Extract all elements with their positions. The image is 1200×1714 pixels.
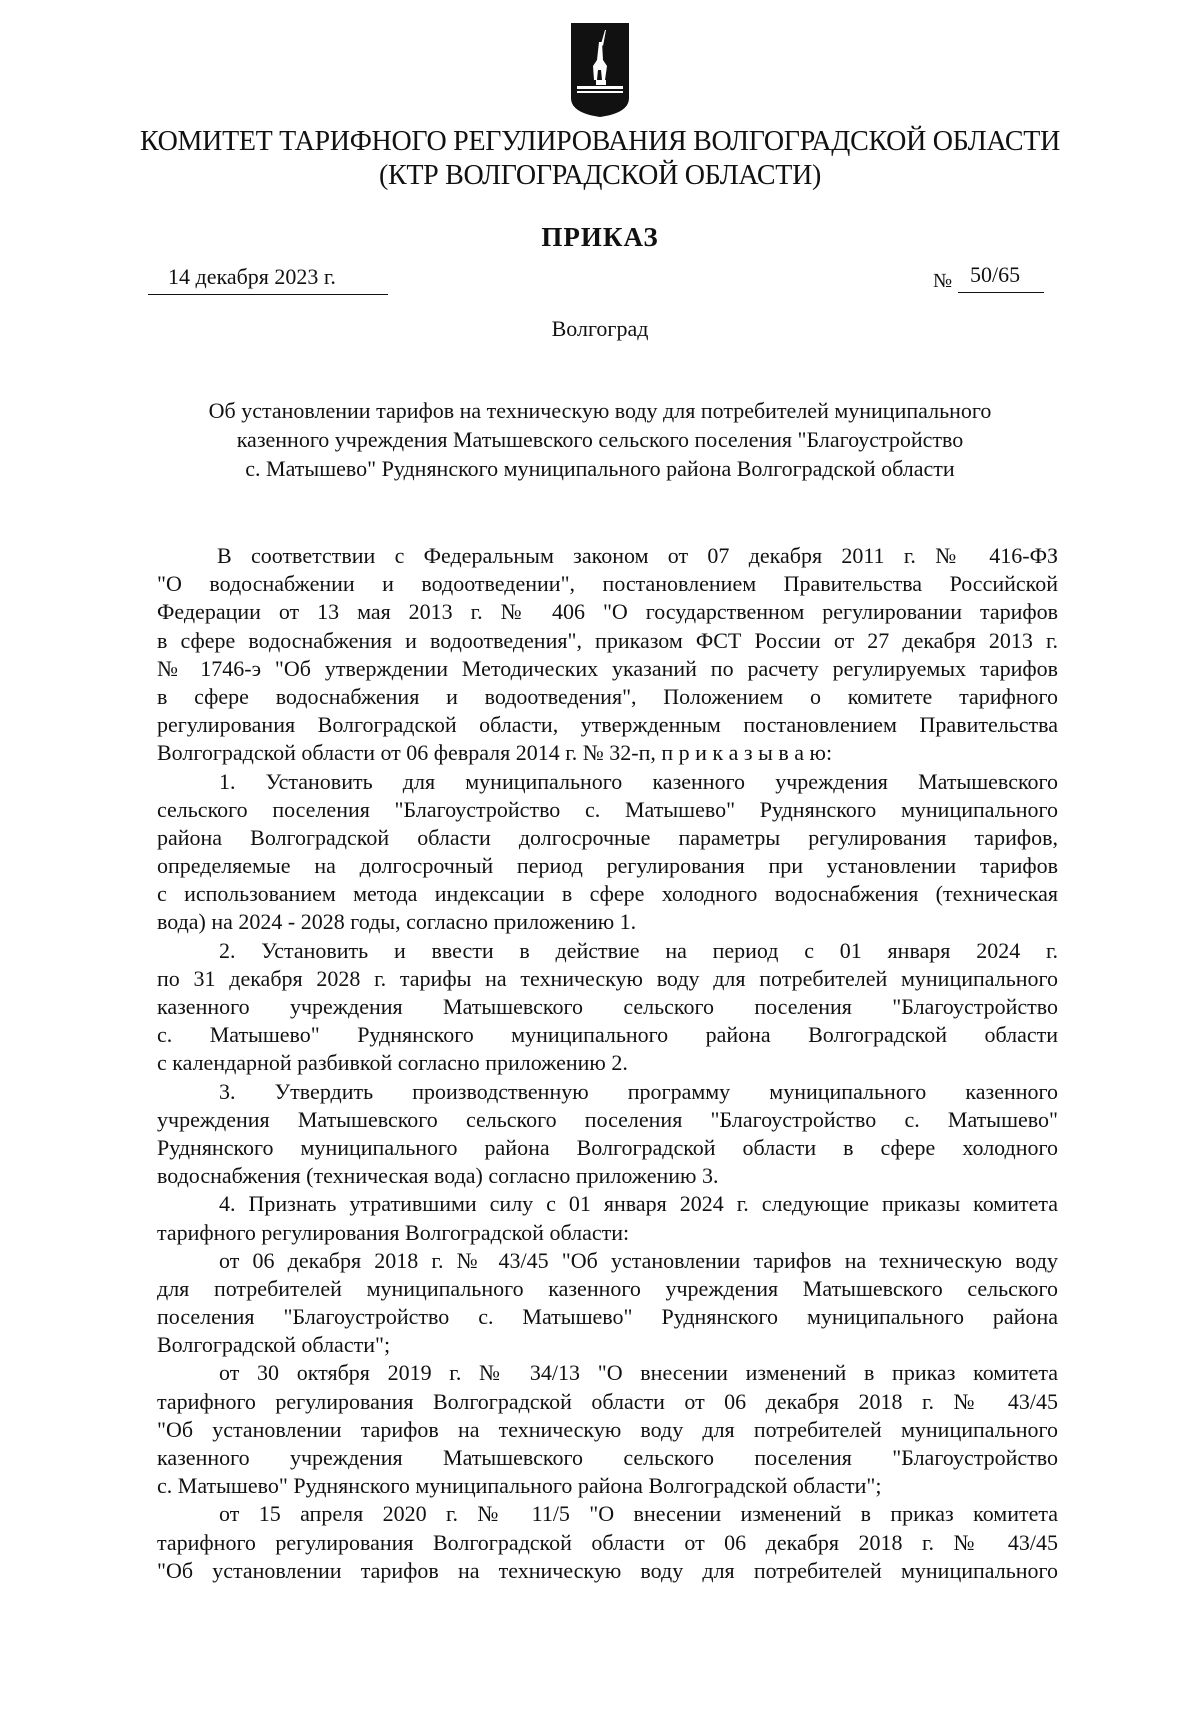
order-body [157, 542, 1058, 1585]
body-line: тарифного регулирования Волгоградской области от 06 декабря 2018 г. № 43/45 [157, 1529, 1058, 1555]
body-line: тарифного регулирования Волгоградской области от 06 декабря 2018 г. № 43/45 [157, 1388, 1058, 1414]
body-line: с использованием метода индексации в сфере холодного водоснабжения (техническая [157, 881, 1058, 907]
body-line: Федерации от 13 мая 2013 г. № 406 "О государственном регулировании тарифов [157, 599, 1058, 625]
order-number: 50/65 [958, 262, 1044, 293]
body-line: "Об установлении тарифов на техническую воду для потребителей муниципального [157, 1416, 1058, 1442]
body-line: № 1746-э "Об утверждении Методических указаний по расчету регулируемых тарифов [157, 655, 1058, 681]
city-name: Волгоград [551, 316, 649, 341]
body-line: 4. Признать утратившими силу с 01 января 2024 г. следующие приказы комитета [219, 1191, 1058, 1217]
number-sign: № [933, 270, 953, 292]
subject-line: Об установлении тарифов на техническую воду для потребителей муниципального [208, 398, 992, 423]
body-line: водоснабжения (техническая вода) согласно приложению 3. [157, 1163, 719, 1189]
subject-line: казенного учреждения Матышевского сельского поселения "Благоустройство [236, 427, 964, 452]
body-line: "Об установлении тарифов на техническую воду для потребителей муниципального [157, 1557, 1058, 1583]
body-line: от 15 апреля 2020 г. № 11/5 "О внесении изменений в приказ комитета [219, 1501, 1058, 1527]
order-date: 14 декабря 2023 г. [148, 264, 388, 295]
body-line: вода) на 2024 - 2028 годы, согласно приложению 1. [157, 909, 637, 935]
body-line: Волгоградской области"; [157, 1332, 391, 1358]
body-line: с календарной разбивкой согласно приложению 2. [157, 1050, 628, 1076]
body-line: по 31 декабря 2028 г. тарифы на техническую воду для потребителей муниципального [157, 965, 1058, 991]
body-line: с. Матышево" Руднянского муниципального района Волгоградской области [157, 1022, 1058, 1048]
body-line: В соответствии с Федеральным законом от 07 декабря 2011 г. № 416-ФЗ [217, 543, 1058, 568]
body-line: сельского поселения "Благоустройство с. Матышево" Руднянского муниципального [157, 796, 1058, 822]
order-subject [100, 396, 1100, 483]
body-line: казенного учреждения Матышевского сельского поселения "Благоустройство [157, 994, 1058, 1019]
body-line: 3. Утвердить производственную программу муниципального казенного [219, 1078, 1058, 1104]
body-line: района Волгоградской области долгосрочные параметры регулирования тарифов, [157, 824, 1058, 850]
volgograd-coat-of-arms-emblem [569, 20, 631, 118]
body-line: в сфере водоснабжения и водоотведения", Положением о комитете тарифного [157, 683, 1058, 709]
body-line: казенного учреждения Матышевского сельского поселения "Благоустройство [157, 1445, 1058, 1470]
body-line: 2. Установить и ввести в действие на период с 01 января 2024 г. [219, 937, 1058, 963]
body-line: "О водоснабжении и водоотведении", постановлением Правительства Российской [157, 571, 1058, 597]
body-line: от 30 октября 2019 г. № 34/13 "О внесении изменений в приказ комитета [219, 1360, 1058, 1386]
body-line: поселения "Благоустройство с. Матышево" Руднянского муниципального района [157, 1304, 1058, 1330]
organization-name: КОМИТЕТ ТАРИФНОГО РЕГУЛИРОВАНИЯ ВОЛГОГРАДСКОЙ ОБЛАСТИ [139, 126, 1061, 157]
body-line: Руднянского муниципального района Волгоградской области в сфере холодного [157, 1134, 1058, 1160]
body-line: определяемые на долгосрочный период регулирования при установлении тарифов [157, 853, 1058, 879]
body-line: для потребителей муниципального казенного учреждения Матышевского сельского [157, 1275, 1058, 1301]
body-line: учреждения Матышевского сельского поселения "Благоустройство с. Матышево" [157, 1106, 1058, 1132]
body-line: в сфере водоснабжения и водоотведения", приказом ФСТ России от 27 декабря 2013 г. [157, 627, 1058, 653]
body-line: от 06 декабря 2018 г. № 43/45 "Об установлении тарифов на техническую воду [219, 1247, 1058, 1273]
body-line: регулирования Волгоградской области, утвержденным постановлением Правительства [157, 712, 1058, 738]
body-line: тарифного регулирования Волгоградской области: [157, 1219, 630, 1245]
subject-line: с. Матышево" Руднянского муниципального района Волгоградской области [245, 456, 955, 481]
body-line: Волгоградской области от 06 февраля 2014 г. № 32-п, п р и к а з ы в а ю: [157, 740, 833, 766]
document-type-title: ПРИКАЗ [541, 222, 659, 252]
organization-short-name: (КТР ВОЛГОГРАДСКОЙ ОБЛАСТИ) [378, 160, 822, 191]
body-line: 1. Установить для муниципального казенного учреждения Матышевского [219, 768, 1058, 794]
body-line: с. Матышево" Руднянского муниципального района Волгоградской области"; [157, 1473, 882, 1499]
